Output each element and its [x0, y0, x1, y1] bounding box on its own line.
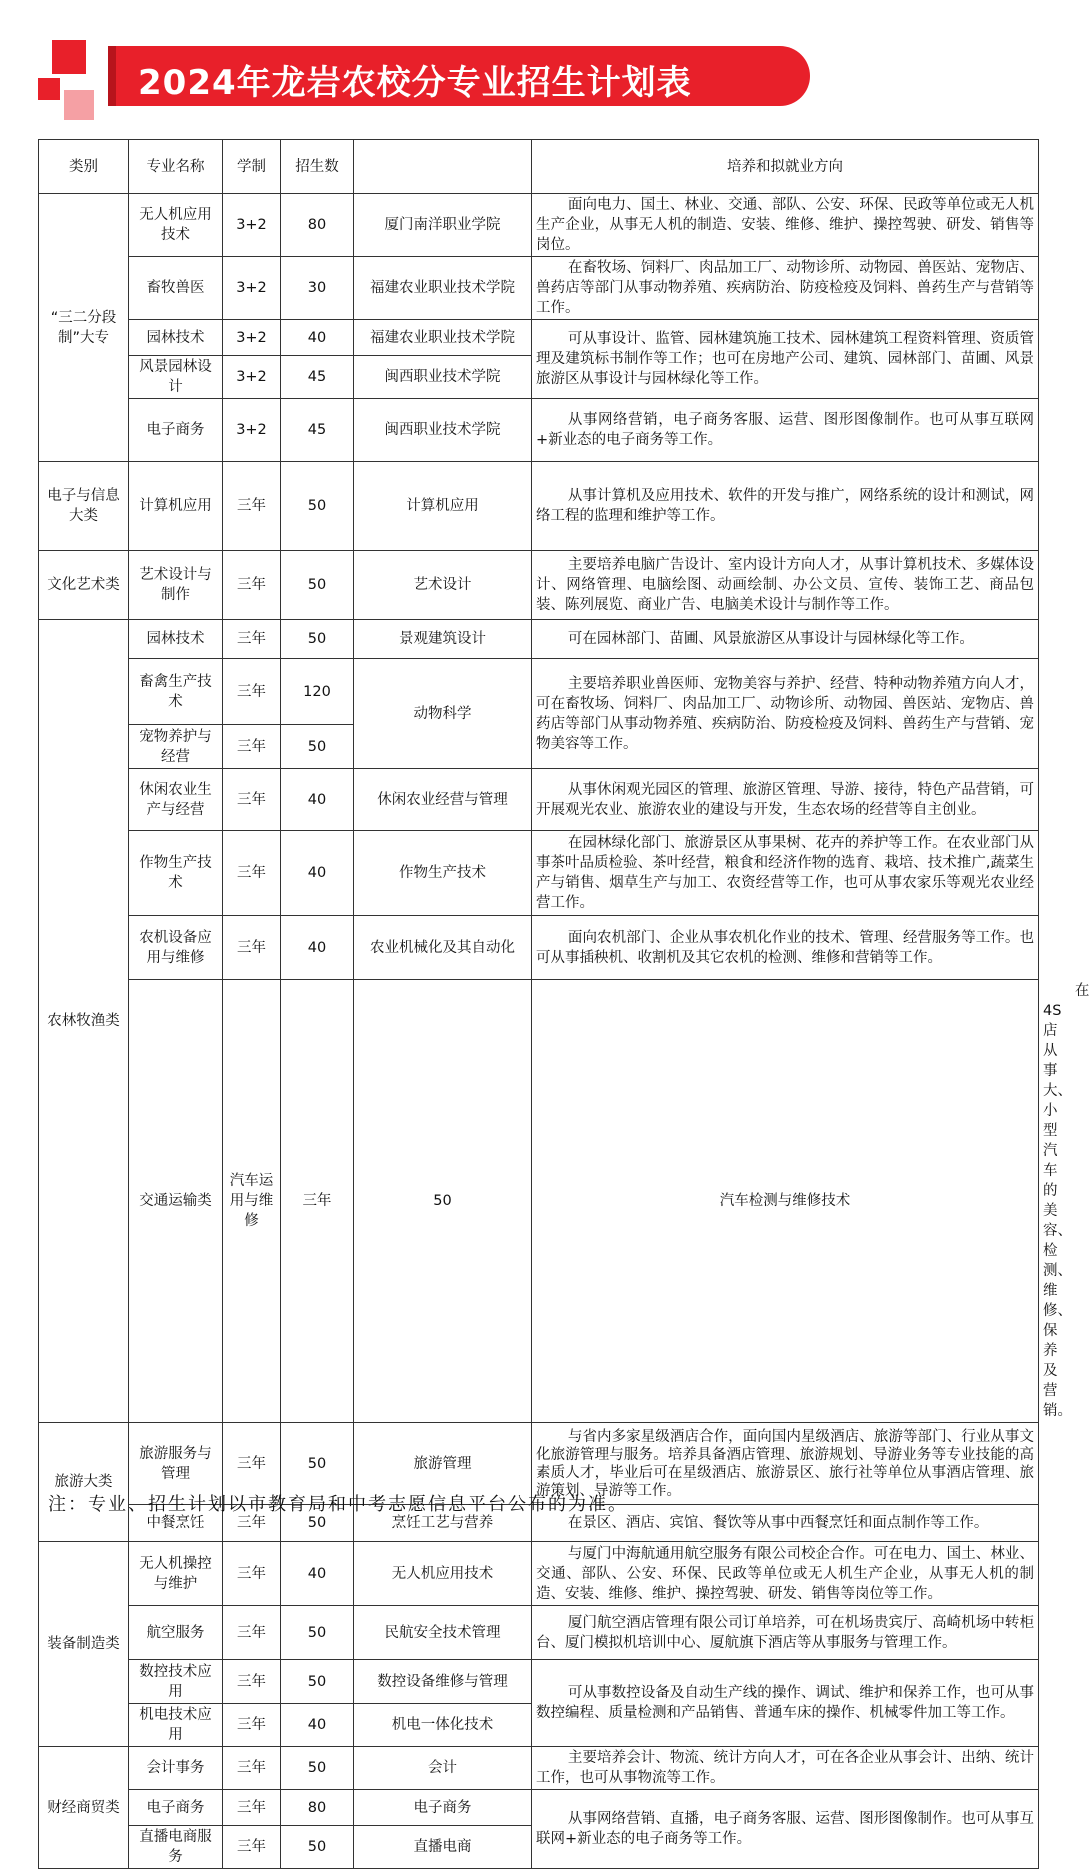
quota-cell: 50: [354, 980, 532, 1423]
table-row: [39, 551, 1039, 620]
direction-cell: [532, 1790, 1039, 1869]
partner-cell: 机电一体化技术: [354, 1704, 532, 1747]
partner-cell: 汽车检测与维修技术: [532, 980, 1039, 1423]
table-row: [39, 1660, 1039, 1704]
table-row: [39, 1747, 1039, 1790]
table-row: [39, 194, 1039, 257]
direction-text: 可从事数控设备及自动生产线的操作、调试、维护和保养工作，也可从事数控编程、质量检测和产品销售、普通车床的操作、机械零件加工等工作。: [536, 1685, 1034, 1721]
partner-cell: 休闲农业经营与管理: [354, 769, 532, 831]
duration-cell: 3+2: [223, 399, 281, 462]
header-direction: 培养和拟就业方向: [532, 140, 1039, 194]
major-cell: 计算机应用: [129, 462, 223, 551]
major-cell: 会计事务: [129, 1747, 223, 1790]
direction-cell: [532, 320, 1039, 399]
major-cell: 数控技术应用: [129, 1660, 223, 1704]
direction-text: 在畜牧场、饲料厂、肉品加工厂、动物诊所、动物园、兽医站、宠物店、兽药店等部门从事动物养殖、疾病防治、防疫检疫及饲料、兽药生产与营销等工作。: [536, 260, 1034, 316]
partner-cell: 景观建筑设计: [354, 620, 532, 659]
direction-cell: [532, 620, 1039, 659]
major-cell: 汽车运用与维修: [223, 980, 281, 1423]
quota-cell: 50: [281, 1747, 354, 1790]
quota-cell: 40: [281, 769, 354, 831]
major-cell: 畜禽生产技术: [129, 659, 223, 725]
duration-cell: 三年: [223, 725, 281, 769]
duration-cell: 三年: [223, 1660, 281, 1704]
category-cell: 农林牧渔类: [39, 620, 129, 1423]
category-cell: 装备制造类: [39, 1542, 129, 1747]
direction-text: 在园林绿化部门、旅游景区从事果树、花卉的养护等工作。在农业部门从事茶叶品质检验、茶叶经营，粮食和经济作物的选育、栽培、技术推广,蔬菜生产与销售、烟草生产与加工、农资经营等工作，也可从事农家乐等观光农业经营工作。: [536, 835, 1034, 911]
partner-cell: 会计: [354, 1747, 532, 1790]
quota-cell: 50: [281, 1505, 354, 1542]
major-cell: 无人机操控与维护: [129, 1542, 223, 1606]
direction-text: 与省内多家星级酒店合作，面向国内星级酒店、旅游等部门、行业从事文化旅游管理与服务。培养具备酒店管理、旅游规划、导游业务等专业技能的高素质人才，毕业后可在星级酒店、旅游景区、旅行社等单位从事酒店管理、旅游策划、导游等工作。: [536, 1428, 1034, 1499]
quota-cell: 50: [281, 1826, 354, 1869]
title-banner: [108, 46, 810, 106]
decor-square-pink: [64, 90, 94, 120]
partner-cell: 民航安全技术管理: [354, 1606, 532, 1660]
major-cell: 航空服务: [129, 1606, 223, 1660]
duration-cell: 三年: [223, 1747, 281, 1790]
duration-cell: 3+2: [223, 257, 281, 320]
table-header-row: [39, 140, 1039, 194]
duration-cell: 三年: [223, 462, 281, 551]
quota-cell: 50: [281, 620, 354, 659]
major-cell: 畜牧兽医: [129, 257, 223, 320]
partner-cell: 数控设备维修与管理: [354, 1660, 532, 1704]
direction-cell: [532, 1542, 1039, 1606]
quota-cell: 30: [281, 257, 354, 320]
partner-cell: 闽西职业技术学院: [354, 399, 532, 462]
duration-cell: 三年: [223, 831, 281, 916]
table-row: 交通运输类 汽车运用与维修 三年 50 汽车检测与维修技术 在4S店从事大、小型汽车的美容、检测、维修、保养及营销。: [39, 980, 1039, 1423]
category-cell: 旅游大类: [39, 1423, 129, 1542]
quota-cell: 80: [281, 194, 354, 257]
category-cell: 电子与信息大类: [39, 462, 129, 551]
quota-cell: 50: [281, 1423, 354, 1505]
major-cell: 园林技术: [129, 620, 223, 659]
quota-cell: 50: [281, 725, 354, 769]
header-partner: [354, 140, 532, 194]
direction-cell: [532, 769, 1039, 831]
partner-cell: 电子商务: [354, 1790, 532, 1826]
direction-text: 面向电力、国土、林业、交通、部队、公安、环保、民政等单位或无人机生产企业，从事无人机的制造、安装、维修、维护、操控驾驶、研发、销售等岗位。: [536, 197, 1034, 253]
duration-cell: 三年: [223, 659, 281, 725]
footnote: 注：专业、招生计划以市教育局和中考志愿信息平台公布的为准。: [48, 1494, 628, 1515]
major-cell: 园林技术: [129, 320, 223, 356]
quota-cell: 40: [281, 916, 354, 980]
partner-cell: 计算机应用: [354, 462, 532, 551]
quota-cell: 40: [281, 1542, 354, 1606]
direction-text: 从事计算机及应用技术、软件的开发与推广，网络系统的设计和测试，网络工程的监理和维护等工作。: [536, 488, 1034, 524]
partner-cell: 无人机应用技术: [354, 1542, 532, 1606]
partner-cell: 农业机械化及其自动化: [354, 916, 532, 980]
major-cell: 休闲农业生产与经营: [129, 769, 223, 831]
major-cell: 直播电商服务: [129, 1826, 223, 1869]
major-cell: 无人机应用技术: [129, 194, 223, 257]
direction-cell: [532, 462, 1039, 551]
duration-cell: 3+2: [223, 356, 281, 399]
header-quota: 招生数: [281, 140, 354, 194]
major-cell: 机电技术应用: [129, 1704, 223, 1747]
table-row: [39, 399, 1039, 462]
duration-cell: 3+2: [223, 320, 281, 356]
duration-cell: 三年: [223, 916, 281, 980]
category-cell: “三二分段制”大专: [39, 194, 129, 462]
duration-cell: 三年: [223, 1423, 281, 1505]
direction-cell: [532, 194, 1039, 257]
direction-text: 厦门航空酒店管理有限公司订单培养，可在机场贵宾厅、高崎机场中转柜台、厦门模拟机培训中心、厦航旗下酒店等从事服务与管理工作。: [536, 1614, 1034, 1651]
table-row: [39, 320, 1039, 356]
decor-square-large: [52, 40, 86, 74]
quota-cell: 40: [281, 1704, 354, 1747]
table-row: [39, 1606, 1039, 1660]
duration-cell: 三年: [223, 620, 281, 659]
major-cell: 作物生产技术: [129, 831, 223, 916]
duration-cell: 三年: [223, 769, 281, 831]
direction-cell: [532, 1747, 1039, 1790]
table-row: [39, 769, 1039, 831]
header-category: 类别: [39, 140, 129, 194]
duration-cell: 3+2: [223, 194, 281, 257]
table-row: [39, 659, 1039, 725]
quota-cell: 80: [281, 1790, 354, 1826]
quota-cell: 50: [281, 462, 354, 551]
direction-text: 主要培养职业兽医师、宠物美容与养护、经营、特种动物养殖方向人才，可在畜牧场、饲料厂、肉品加工厂、动物诊所、动物园、兽医站、宠物店、兽药店等部门从事动物养殖、疾病防治、防疫检疫及饲料、兽药生产与营销、宠物美容等工作。: [536, 675, 1034, 752]
direction-text: 与厦门中海航通用航空服务有限公司校企合作。可在电力、国土、林业、交通、部队、公安、环保、民政等单位或无人机生产企业，从事无人机的制造、安装、维修、维护、操控驾驶、研发、销售等岗位等工作。: [536, 1545, 1034, 1602]
direction-cell: [532, 1606, 1039, 1660]
direction-cell: [532, 1660, 1039, 1747]
table-row: [39, 1790, 1039, 1826]
table-row: [39, 462, 1039, 551]
direction-text: 可在园林部门、苗圃、风景旅游区从事设计与园林绿化等工作。: [567, 631, 974, 647]
quota-cell: 45: [281, 399, 354, 462]
major-cell: 旅游服务与管理: [129, 1423, 223, 1505]
quota-cell: 50: [281, 551, 354, 620]
partner-cell: 烹饪工艺与营养: [354, 1505, 532, 1542]
major-cell: 电子商务: [129, 1790, 223, 1826]
direction-text: 面向农机部门、企业从事农机化作业的技术、管理、经营服务等工作。也可从事插秧机、收割机及其它农机的检测、维修和营销等工作。: [536, 929, 1034, 966]
direction-text: 从事休闲观光园区的管理、旅游区管理、导游、接待，特色产品营销，可开展观光农业、旅游农业的建设与开发，生态农场的经营等自主创业。: [536, 781, 1034, 818]
major-cell: 农机设备应用与维修: [129, 916, 223, 980]
direction-cell: [532, 831, 1039, 916]
direction-text: 从事网络营销、直播，电子商务客服、运营、图形图像制作。也可从事互联网+新业态的电子商务等工作。: [536, 1811, 1034, 1847]
direction-cell: [532, 551, 1039, 620]
partner-cell: 厦门南洋职业学院: [354, 194, 532, 257]
direction-text: 主要培养会计、物流、统计方向人才，可在各企业从事会计、出纳、统计工作，也可从事物流等工作。: [536, 1750, 1034, 1786]
duration-cell: 三年: [223, 1790, 281, 1826]
major-cell: 中餐烹饪: [129, 1505, 223, 1542]
duration-cell: 三年: [281, 980, 354, 1423]
major-cell: 电子商务: [129, 399, 223, 462]
partner-cell: 福建农业职业技术学院: [354, 257, 532, 320]
enrollment-plan-table: [38, 139, 1089, 1869]
partner-cell: 闽西职业技术学院: [354, 356, 532, 399]
header-major: 专业名称: [129, 140, 223, 194]
duration-cell: 三年: [223, 1606, 281, 1660]
partner-cell: 直播电商: [354, 1826, 532, 1869]
decor-square-small: [38, 78, 60, 100]
category-cell: 财经商贸类: [39, 1747, 129, 1869]
quota-cell: 40: [281, 320, 354, 356]
quota-cell: 50: [281, 1606, 354, 1660]
direction-text: 主要培养电脑广告设计、室内设计方向人才，从事计算机技术、多媒体设计、网络管理、电脑绘图、动画绘制、办公文员、宣传、装饰工艺、商品包装、陈列展览、商业广告、电脑美术设计与制作等工作。: [536, 557, 1034, 613]
category-cell: 交通运输类: [129, 980, 223, 1423]
table-row: [39, 831, 1039, 916]
table-row: [39, 1542, 1039, 1606]
direction-text: 从事网络营销，电子商务客服、运营、图形图像制作。也可从事互联网+新业态的电子商务等工作。: [536, 412, 1034, 448]
partner-cell: 动物科学: [354, 659, 532, 769]
page-title: 2024年龙岩农校分专业招生计划表: [138, 63, 692, 103]
major-cell: 宠物养护与经营: [129, 725, 223, 769]
quota-cell: 40: [281, 831, 354, 916]
partner-cell: 艺术设计: [354, 551, 532, 620]
direction-cell: [532, 399, 1039, 462]
quota-cell: 50: [281, 1660, 354, 1704]
major-cell: 风景园林设计: [129, 356, 223, 399]
direction-text: 在景区、酒店、宾馆、餐饮等从事中西餐烹饪和面点制作等工作。: [567, 1515, 989, 1531]
direction-cell: [532, 659, 1039, 769]
duration-cell: 三年: [223, 1704, 281, 1747]
direction-cell: [532, 257, 1039, 320]
table-row: [39, 620, 1039, 659]
category-cell: 文化艺术类: [39, 551, 129, 620]
duration-cell: 三年: [223, 1826, 281, 1869]
partner-cell: 福建农业职业技术学院: [354, 320, 532, 356]
table-row: [39, 916, 1039, 980]
direction-text: 可从事设计、监管、园林建筑施工技术、园林建筑工程资料管理、资质管理及建筑标书制作等工作；也可在房地产公司、建筑、园林部门、苗圃、风景旅游区从事设计与园林绿化等工作。: [536, 331, 1034, 387]
quota-cell: 120: [281, 659, 354, 725]
major-cell: 艺术设计与制作: [129, 551, 223, 620]
quota-cell: 45: [281, 356, 354, 399]
duration-cell: 三年: [223, 551, 281, 620]
partner-cell: 作物生产技术: [354, 831, 532, 916]
header-duration: 学制: [223, 140, 281, 194]
direction-cell: [532, 916, 1039, 980]
duration-cell: 三年: [223, 1542, 281, 1606]
partner-cell: 旅游管理: [354, 1423, 532, 1505]
table-row: [39, 257, 1039, 320]
duration-cell: 三年: [223, 1505, 281, 1542]
